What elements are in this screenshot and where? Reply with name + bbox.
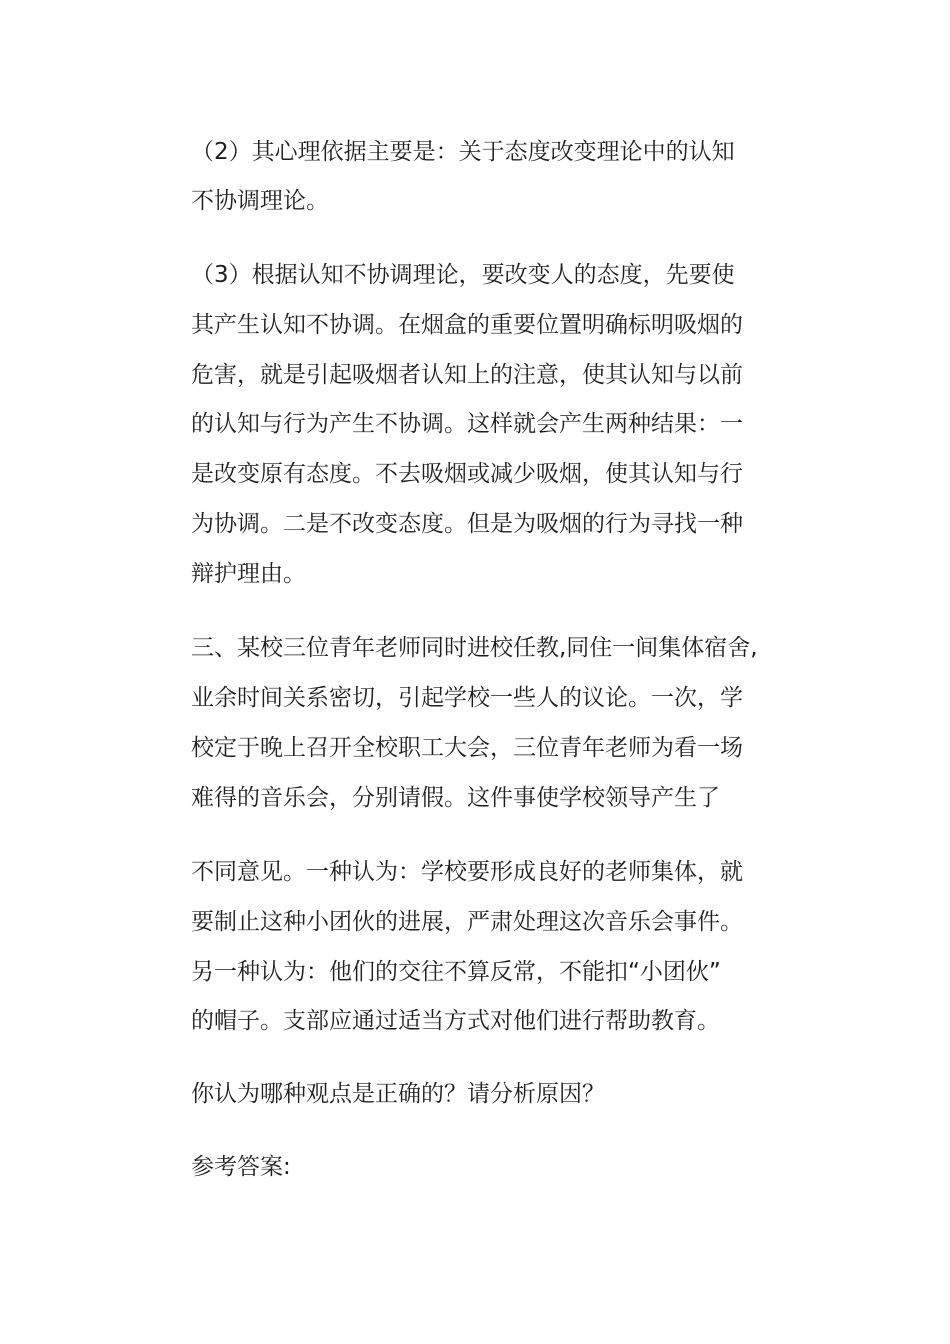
answer-point-3-line-6: 为协调。二是不改变态度。但是为吸烟的行为寻找一种 — [191, 511, 743, 537]
question-3-line-2: 业余时间关系密切，引起学校一些人的议论。一次，学 — [191, 685, 743, 711]
question-3-line-8: 的帽子。支部应通过适当方式对他们进行帮助教育。 — [191, 1008, 720, 1034]
answer-point-3-line-5: 是改变原有态度。不去吸烟或减少吸烟，使其认知与行 — [191, 461, 743, 487]
answer-point-3-line-3: 危害，就是引起吸烟者认知上的注意，使其认知与以前 — [191, 362, 743, 388]
reference-answer-heading: 参考答案: — [191, 1154, 291, 1180]
answer-point-3-line-7: 辩护理由。 — [191, 561, 306, 587]
question-3-line-5: 不同意见。一种认为：学校要形成良好的老师集体，就 — [191, 859, 743, 885]
answer-point-3-line-2: 其产生认知不协调。在烟盒的重要位置明确标明吸烟的 — [191, 312, 743, 338]
answer-point-2-line-1: （2）其心理依据主要是：关于态度改变理论中的认知 — [191, 139, 735, 165]
question-3-prompt: 你认为哪种观点是正确的？请分析原因？ — [191, 1081, 605, 1107]
answer-point-2-line-2: 不协调理论。 — [191, 188, 329, 214]
answer-point-3-line-1: （3）根据认知不协调理论，要改变人的态度，先要使 — [191, 262, 735, 288]
question-3-line-6: 要制止这种小团伙的进展，严肃处理这次音乐会事件。 — [191, 909, 743, 935]
question-3-line-1: 三、某校三位青年老师同时进校任教,同住一间集体宿舍, — [191, 635, 758, 661]
question-3-line-3: 校定于晚上召开全校职工大会，三位青年老师为看一场 — [191, 735, 743, 761]
question-3-line-4: 难得的音乐会，分别请假。这件事使学校领导产生了 — [191, 785, 720, 811]
question-3-line-7: 另一种认为：他们的交往不算反常，不能扣“小团伙” — [191, 959, 721, 985]
answer-point-3-line-4: 的认知与行为产生不协调。这样就会产生两种结果：一 — [191, 411, 743, 437]
